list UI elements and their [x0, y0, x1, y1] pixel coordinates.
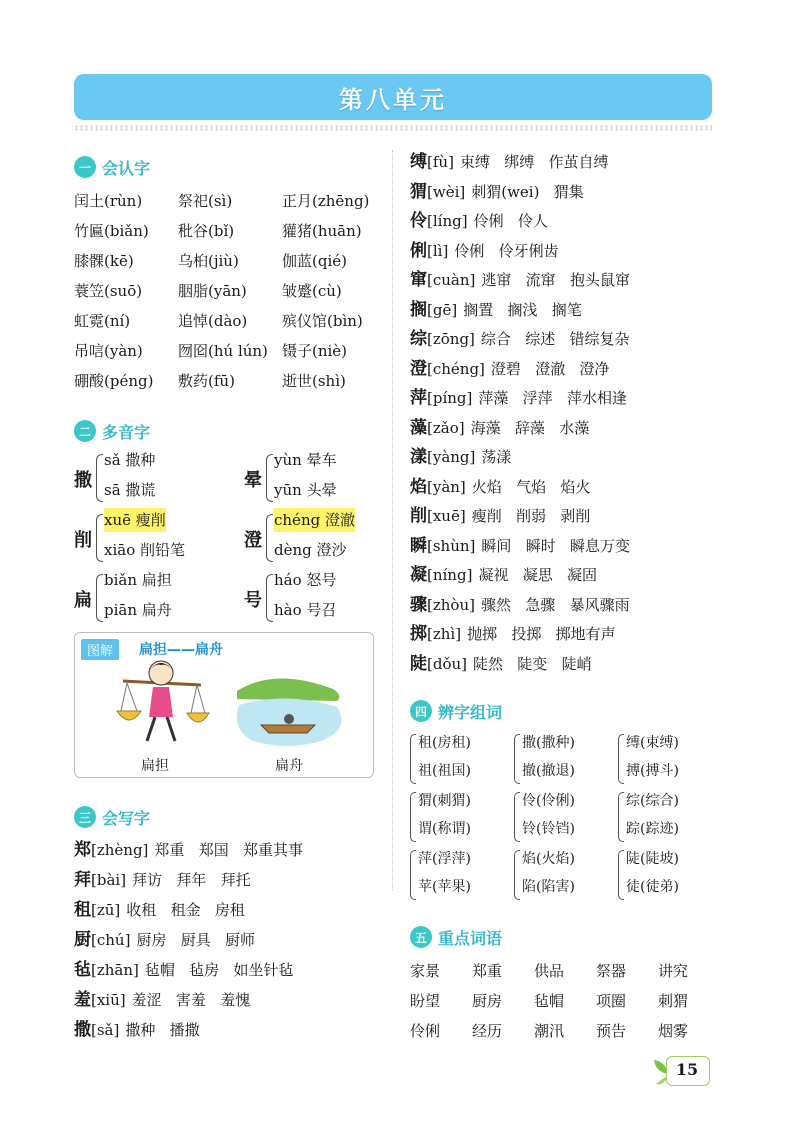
write-word-row [410, 443, 511, 471]
pinyin: [yàng] [427, 448, 476, 466]
write-char: 漾 [410, 447, 427, 467]
example-words: 羞涩 害羞 羞愧 [131, 991, 251, 1009]
illustration-box [74, 632, 374, 778]
pinyin: [lì] [427, 241, 449, 260]
pinyin: [líng] [427, 212, 468, 230]
polyphone-char: 澄 [244, 530, 262, 551]
pinyin: [zōng] [427, 330, 475, 348]
section-2-number: 二 [74, 420, 96, 442]
key-word: 供品 [534, 962, 565, 980]
pinyin: [zhòu] [427, 595, 475, 614]
write-word-row [74, 986, 250, 1014]
write-word-row [410, 591, 630, 619]
write-char: 租 [74, 900, 91, 920]
brace [410, 850, 416, 900]
write-word-row [410, 414, 589, 442]
write-word-row [74, 896, 245, 924]
write-word-row [410, 178, 584, 206]
char-pair [410, 846, 506, 904]
example-words: 陡然 陡变 陡峭 [473, 654, 592, 673]
example-words: 毡帽 毡房 如坐针毡 [144, 961, 294, 979]
pinyin: [níng] [427, 566, 473, 584]
brace [266, 514, 273, 562]
brace [618, 850, 624, 900]
brace [618, 792, 624, 842]
char-pair [618, 846, 714, 904]
example-words: 综合 综述 错综复杂 [480, 330, 630, 348]
polyphone-item [244, 568, 394, 628]
reading-1: háo 怒号 [274, 571, 337, 589]
key-word: 祭器 [596, 962, 627, 980]
pair-word-b: 撤(撤退) [522, 763, 575, 779]
key-word: 毡帽 [534, 992, 565, 1010]
brace [96, 574, 103, 622]
section-2-title: 多音字 [102, 422, 151, 442]
word: 蓑笠(suō) [74, 282, 143, 300]
pinyin: [xiū] [91, 991, 126, 1009]
polyphone-item [244, 448, 394, 508]
example-words: 刺猬(wei) 猬集 [471, 182, 584, 201]
pinyin: [zū] [91, 901, 121, 919]
char-pair [514, 846, 610, 904]
pair-word-b: 谓(称谓) [418, 821, 471, 837]
char-pair [514, 788, 610, 846]
word: 伽蓝(qié) [282, 252, 347, 270]
pinyin: [zhān] [91, 961, 139, 979]
write-char: 俐 [410, 240, 427, 261]
grid-row [74, 186, 386, 216]
pinyin: [shùn] [427, 536, 476, 555]
brace [410, 734, 416, 784]
key-word: 家景 [410, 962, 441, 980]
example-words: 伶俐 伶人 [473, 212, 548, 230]
pair-word-a: 撒(撒种) [522, 735, 575, 751]
write-char: 凝 [410, 565, 427, 585]
reading-2: hào 号召 [274, 601, 337, 619]
example-words: 火焰 气焰 焰火 [471, 477, 591, 496]
write-char: 郑 [74, 840, 91, 860]
word: 皱蹙(cù) [282, 282, 342, 300]
write-word-row [410, 148, 609, 176]
pinyin: [chéng] [427, 359, 485, 378]
write-char: 厨 [74, 930, 91, 950]
write-char: 削 [410, 506, 427, 526]
reading-2: piān 扁舟 [104, 601, 172, 619]
pair-word-b: 铃(铃铛) [522, 821, 575, 837]
key-word: 项圈 [596, 992, 627, 1010]
write-word-row [410, 473, 590, 501]
pinyin: [gē] [427, 300, 458, 319]
pinyin: [chú] [91, 931, 131, 949]
polyphone-char: 晕 [244, 470, 262, 491]
write-word-row [74, 836, 303, 864]
pair-word-a: 缚(束缚) [626, 735, 679, 751]
pinyin: [yàn] [427, 477, 466, 496]
word: 囫囵(hú lún) [178, 342, 268, 360]
word: 竹匾(biǎn) [74, 222, 149, 240]
reading-1-highlighted: xuē 瘦削 [104, 508, 166, 532]
page-number-badge [652, 1056, 710, 1086]
key-word: 潮汛 [534, 1022, 565, 1040]
write-char: 拜 [74, 870, 91, 890]
girl-with-pole-icon [117, 661, 209, 741]
word: 追悼(dào) [178, 312, 248, 330]
word: 膝髁(kē) [74, 252, 134, 270]
word: 乌桕(jiù) [178, 252, 239, 270]
write-char: 陡 [410, 653, 427, 674]
word: 闰土(rùn) [74, 192, 143, 210]
section-5-title: 重点词语 [438, 928, 503, 948]
grid-row [74, 306, 386, 336]
pinyin: [cuàn] [427, 271, 476, 289]
key-word: 预告 [596, 1022, 627, 1040]
label-carrying-pole: 扁担 [141, 758, 169, 774]
example-words: 伶俐 伶牙俐齿 [454, 241, 559, 260]
section-4-header [410, 698, 502, 724]
write-char: 搁 [410, 299, 427, 320]
pair-word-b: 苹(苹果) [418, 879, 471, 895]
section-3-number: 三 [74, 806, 96, 828]
write-char: 瞬 [410, 535, 427, 556]
write-char: 羞 [74, 990, 91, 1010]
reading-2: sā 撒谎 [104, 481, 156, 499]
write-word-row [74, 866, 251, 894]
section-4-title: 辨字组词 [438, 702, 503, 722]
word: 吊唁(yàn) [74, 342, 143, 360]
polyphone-char: 削 [74, 530, 92, 551]
example-words: 澄碧 澄澈 澄净 [490, 359, 610, 378]
polyphone-char: 撒 [74, 470, 92, 491]
write-word-row [410, 561, 597, 589]
pair-word-b: 徒(徒弟) [626, 879, 679, 895]
write-char: 伶 [410, 211, 427, 231]
brace [96, 514, 103, 562]
example-words: 逃窜 流窜 抱头鼠窜 [481, 271, 630, 289]
write-char: 撒 [74, 1020, 91, 1040]
reading-1: yùn 晕车 [274, 451, 337, 469]
section-1-title: 会认字 [102, 158, 151, 178]
word: 正月(zhēng) [282, 192, 370, 210]
write-word-row [74, 926, 255, 954]
brace [266, 454, 273, 502]
word: 祭祀(sì) [178, 192, 233, 210]
grid-row [74, 216, 386, 246]
example-words: 厨房 厨具 厨师 [136, 931, 256, 949]
example-words: 撒种 播撒 [125, 1021, 200, 1039]
write-char: 澄 [410, 358, 427, 379]
key-word: 伶俐 [410, 1022, 441, 1040]
example-words: 瞬间 瞬时 瞬息万变 [481, 536, 630, 555]
pinyin: [bài] [91, 871, 127, 889]
section-4-number: 四 [410, 700, 432, 722]
write-char: 窜 [410, 270, 427, 290]
unit-banner [74, 74, 712, 120]
grid-row [74, 336, 386, 366]
grid-row [74, 366, 386, 396]
pinyin: [sǎ] [91, 1021, 120, 1039]
pair-word-a: 综(综合) [626, 793, 679, 809]
polyphone-item [244, 508, 394, 568]
section-2-header [74, 418, 150, 444]
pinyin: [píng] [427, 389, 473, 407]
recognize-words-grid [74, 186, 386, 396]
write-word-row [410, 502, 590, 530]
reading-1-highlighted: chéng 澄澈 [274, 508, 355, 532]
example-words: 萍藻 浮萍 萍水相逢 [478, 389, 627, 407]
example-words: 拜访 拜年 拜托 [132, 871, 251, 889]
char-pair [618, 730, 714, 788]
reading-1: sǎ 撒种 [104, 451, 156, 469]
pair-word-a: 伶(伶俐) [522, 793, 575, 809]
brace [514, 850, 520, 900]
key-words-row [410, 1016, 720, 1046]
section-1-header [74, 154, 150, 180]
write-char: 萍 [410, 388, 427, 408]
pinyin: [zǎo] [427, 418, 465, 437]
key-words-row [410, 956, 720, 986]
grid-row [74, 246, 386, 276]
key-word: 讲究 [658, 962, 689, 980]
pinyin: [wèi] [427, 182, 466, 201]
write-char: 缚 [410, 152, 427, 172]
example-words: 凝视 凝思 凝固 [478, 566, 598, 584]
example-words: 荡漾 [481, 448, 512, 466]
word: 逝世(shì) [282, 372, 346, 390]
pair-word-b: 陷(陷害) [522, 879, 575, 895]
section-3-title: 会写字 [102, 808, 151, 828]
write-word-row [410, 355, 610, 383]
polyphone-item [74, 448, 224, 508]
pair-word-a: 陡(陡坡) [626, 851, 679, 867]
write-char: 掷 [410, 624, 427, 644]
label-small-boat: 扁舟 [275, 758, 303, 774]
word: 硼酸(péng) [74, 372, 154, 390]
write-word-row [410, 325, 630, 353]
key-word: 郑重 [472, 962, 503, 980]
polyphone-item [74, 568, 224, 628]
example-words: 海藻 辞藻 水藻 [470, 418, 590, 437]
word: 敷药(fū) [178, 372, 235, 390]
illustration-tag: 图解 [81, 639, 119, 660]
section-3-header [74, 804, 150, 830]
key-word: 厨房 [472, 992, 503, 1010]
example-words: 收租 租金 房租 [126, 901, 245, 919]
write-word-row [410, 296, 582, 324]
brace [410, 792, 416, 842]
reading-2: xiāo 削铅笔 [104, 541, 185, 559]
brace [96, 454, 103, 502]
brace [514, 734, 520, 784]
pair-word-a: 猬(刺猬) [418, 793, 471, 809]
word: 秕谷(bǐ) [178, 222, 235, 240]
reading-1: biǎn 扁担 [104, 571, 172, 589]
key-words-row [410, 986, 720, 1016]
pinyin: [dǒu] [427, 654, 467, 673]
write-char: 骤 [410, 594, 427, 615]
illustration-caption: 扁担——扁舟 [139, 642, 223, 658]
section-1-number: 一 [74, 156, 96, 178]
write-char: 综 [410, 329, 427, 349]
brace [618, 734, 624, 784]
example-words: 束缚 绑缚 作茧自缚 [459, 153, 609, 171]
write-char: 猬 [410, 181, 427, 202]
word: 殡仪馆(bìn) [282, 312, 363, 330]
example-words: 骤然 急骤 暴风骤雨 [480, 595, 630, 614]
pair-word-b: 祖(祖国) [418, 763, 471, 779]
word: 獾猪(huān) [282, 222, 362, 240]
write-word-row [410, 650, 592, 678]
polyphone-char: 号 [244, 590, 262, 611]
pair-word-a: 租(房租) [418, 735, 471, 751]
section-5-header [410, 924, 502, 950]
example-words: 抛掷 投掷 掷地有声 [467, 625, 616, 643]
polyphone-char: 扁 [74, 590, 92, 611]
reading-2: yūn 头晕 [274, 481, 337, 499]
polyphone-item [74, 508, 224, 568]
write-word-row [410, 266, 630, 294]
word: 虹霓(ní) [74, 312, 131, 330]
example-words: 郑重 郑国 郑重其事 [154, 841, 304, 859]
pinyin: [zhì] [427, 625, 462, 643]
dotted-separator [74, 125, 712, 131]
pair-word-a: 焰(火焰) [522, 851, 575, 867]
write-word-row [74, 956, 293, 984]
brace [266, 574, 273, 622]
write-word-row [74, 1016, 200, 1044]
pinyin: [fù] [427, 153, 454, 171]
illustration-drawing [75, 633, 373, 777]
key-word: 刺猬 [658, 992, 689, 1010]
grid-row [74, 276, 386, 306]
unit-title: 第八单元 [339, 85, 447, 114]
write-word-row [410, 384, 627, 412]
brace [514, 792, 520, 842]
page-number: 15 [675, 1060, 699, 1079]
write-char: 焰 [410, 476, 427, 497]
pinyin: [xuē] [427, 507, 466, 525]
key-word: 烟雾 [658, 1022, 689, 1040]
write-word-row [410, 620, 616, 648]
write-word-row [410, 207, 548, 235]
reading-2: dèng 澄沙 [274, 541, 347, 559]
char-pair [514, 730, 610, 788]
example-words: 瘦削 削弱 剥削 [471, 507, 591, 525]
pair-word-b: 踪(踪迹) [626, 821, 679, 837]
char-pair [618, 788, 714, 846]
write-word-row [410, 237, 559, 265]
char-pair [410, 788, 506, 846]
key-word: 经历 [472, 1022, 503, 1040]
small-boat-icon [237, 678, 342, 746]
example-words: 搁置 搁浅 搁笔 [463, 300, 582, 319]
word: 镊子(niè) [282, 342, 348, 360]
word: 胭脂(yān) [178, 282, 247, 300]
section-5-number: 五 [410, 926, 432, 948]
write-word-row [410, 532, 630, 560]
write-char: 毡 [74, 960, 91, 980]
char-pair [410, 730, 506, 788]
write-char: 藻 [410, 417, 427, 438]
pinyin: [zhèng] [91, 841, 149, 859]
pair-word-a: 萍(浮萍) [418, 851, 471, 867]
pair-word-b: 搏(搏斗) [626, 763, 679, 779]
key-word: 盼望 [410, 992, 441, 1010]
